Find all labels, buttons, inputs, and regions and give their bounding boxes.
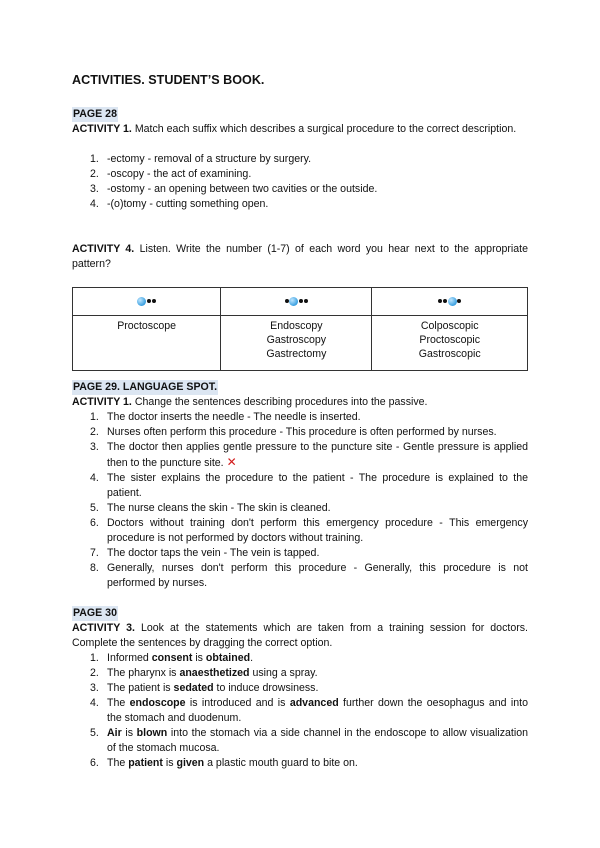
- list-item: 4. -(o)tomy - cutting something open.: [90, 198, 269, 210]
- list-item: 3. The doctor then applies gentle pressure to the puncture site - Gentle pressure is applied then to the puncture site. ✕: [90, 441, 528, 469]
- table-word: Gastroscopy: [266, 334, 327, 346]
- syllable-dot-icon: [438, 299, 442, 303]
- page28-header: PAGE 28: [73, 108, 117, 120]
- page28-activity1-instruction: [72, 122, 528, 137]
- page30-header: PAGE 30: [73, 607, 117, 619]
- stressed-syllable-icon: [137, 297, 146, 306]
- filled-answer[interactable]: advanced: [289, 697, 339, 709]
- filled-answer[interactable]: endoscope: [129, 697, 186, 709]
- document-title: ACTIVITIES. STUDENT’S BOOK.: [72, 73, 265, 87]
- table-word: Endoscopy: [270, 320, 323, 332]
- pattern-cell: [221, 316, 372, 371]
- activity-text: Change the sentences describing procedures into the passive.: [134, 396, 428, 408]
- table-word: Proctoscope: [117, 320, 177, 332]
- list-item: 3. The patient is sedated to induce drowsiness.: [90, 682, 319, 694]
- list-item: 8. Generally, nurses don't perform this procedure - Generally, this procedure is not performed by nurses.: [90, 562, 528, 589]
- list-item: 4. The endoscope is introduced and is advanced further down the oesophagus and into the stomach and duodenum.: [90, 697, 528, 724]
- filled-answer[interactable]: anaesthetized: [179, 667, 250, 679]
- passive-list: [72, 410, 528, 591]
- syllable-dot-icon: [147, 299, 151, 303]
- table-word: Gastroscopic: [418, 348, 481, 360]
- suffix-list: [72, 152, 528, 212]
- syllable-dot-icon: [443, 299, 447, 303]
- page29-header: PAGE 29. LANGUAGE SPOT.: [73, 381, 218, 393]
- filled-answer[interactable]: given: [176, 757, 205, 769]
- list-item: 6. The patient is given a plastic mouth guard to bite on.: [90, 757, 358, 769]
- list-item: 4. The sister explains the procedure to the patient - The procedure is explained to the patient.: [90, 472, 528, 499]
- page30-section: [72, 606, 528, 771]
- pattern-ooo-header: [73, 288, 221, 316]
- stress-pattern-table: [72, 287, 528, 371]
- syllable-dot-icon: [304, 299, 308, 303]
- page29-activity1-instruction: [72, 395, 528, 410]
- syllable-dot-icon: [299, 299, 303, 303]
- table-word: Gastrectomy: [266, 348, 327, 360]
- filled-answer[interactable]: sedated: [173, 682, 214, 694]
- list-item: 1. Informed consent is obtained.: [90, 652, 254, 664]
- pattern-oOo-header: [221, 288, 372, 316]
- page28-section: [72, 107, 528, 212]
- filled-answer[interactable]: patient: [128, 757, 163, 769]
- table-word: Proctoscopic: [419, 334, 481, 346]
- syllable-dot-icon: [457, 299, 461, 303]
- list-item: 5. The nurse cleans the skin - The skin is cleaned.: [90, 502, 331, 514]
- pattern-cell: [73, 316, 221, 371]
- filled-answer[interactable]: consent: [151, 652, 193, 664]
- list-item: 7. The doctor taps the vein - The vein is tapped.: [90, 547, 320, 559]
- list-item: 2. Nurses often perform this procedure - This procedure is often performed by nurses.: [90, 426, 497, 438]
- list-item: 3. -ostomy - an opening between two cavities or the outside.: [90, 183, 378, 195]
- activity-label: ACTIVITY 1.: [72, 123, 132, 135]
- syllable-dot-icon: [285, 299, 289, 303]
- list-item: 2. -oscopy - the act of examining.: [90, 168, 252, 180]
- list-item: 1. The doctor inserts the needle - The needle is inserted.: [90, 411, 361, 423]
- list-item: 6. Doctors without training don't perform this emergency procedure - This emergency procedure is not performed by doctors without training.: [90, 517, 528, 544]
- drag-sentence-list: [72, 651, 528, 771]
- pattern-cell: [372, 316, 528, 371]
- pattern-ooOo-header: [372, 288, 528, 316]
- table-word: Colposcopic: [420, 320, 479, 332]
- list-item: 5. Air is blown into the stomach via a side channel in the endoscope to allow visualization of the stomach mucosa.: [90, 727, 528, 754]
- activity-label: ACTIVITY 4.: [72, 243, 135, 255]
- wrong-answer-icon: ✕: [226, 455, 237, 469]
- activity-label: ACTIVITY 1.: [72, 396, 132, 408]
- filled-answer[interactable]: Air: [107, 727, 122, 739]
- page28-activity4-instruction: [72, 242, 528, 272]
- filled-answer[interactable]: obtained: [205, 652, 251, 664]
- page29-section: [72, 380, 528, 591]
- list-item: 1. -ectomy - removal of a structure by surgery.: [90, 153, 312, 165]
- stressed-syllable-icon: [448, 297, 457, 306]
- page30-activity3-instruction: [72, 621, 528, 651]
- activity-text: Look at the statements which are taken from a training session for doctors. Complete the sentences by dragging the correct option.: [72, 622, 528, 649]
- filled-answer[interactable]: blown: [136, 727, 168, 739]
- activity-text: Match each suffix which describes a surgical procedure to the correct description.: [134, 123, 517, 135]
- activity-text: Listen. Write the number (1-7) of each word you hear next to the appropriate pattern?: [72, 243, 528, 270]
- syllable-dot-icon: [152, 299, 156, 303]
- activity-label: ACTIVITY 3.: [72, 622, 135, 634]
- stressed-syllable-icon: [289, 297, 298, 306]
- list-item: 2. The pharynx is anaesthetized using a spray.: [90, 667, 318, 679]
